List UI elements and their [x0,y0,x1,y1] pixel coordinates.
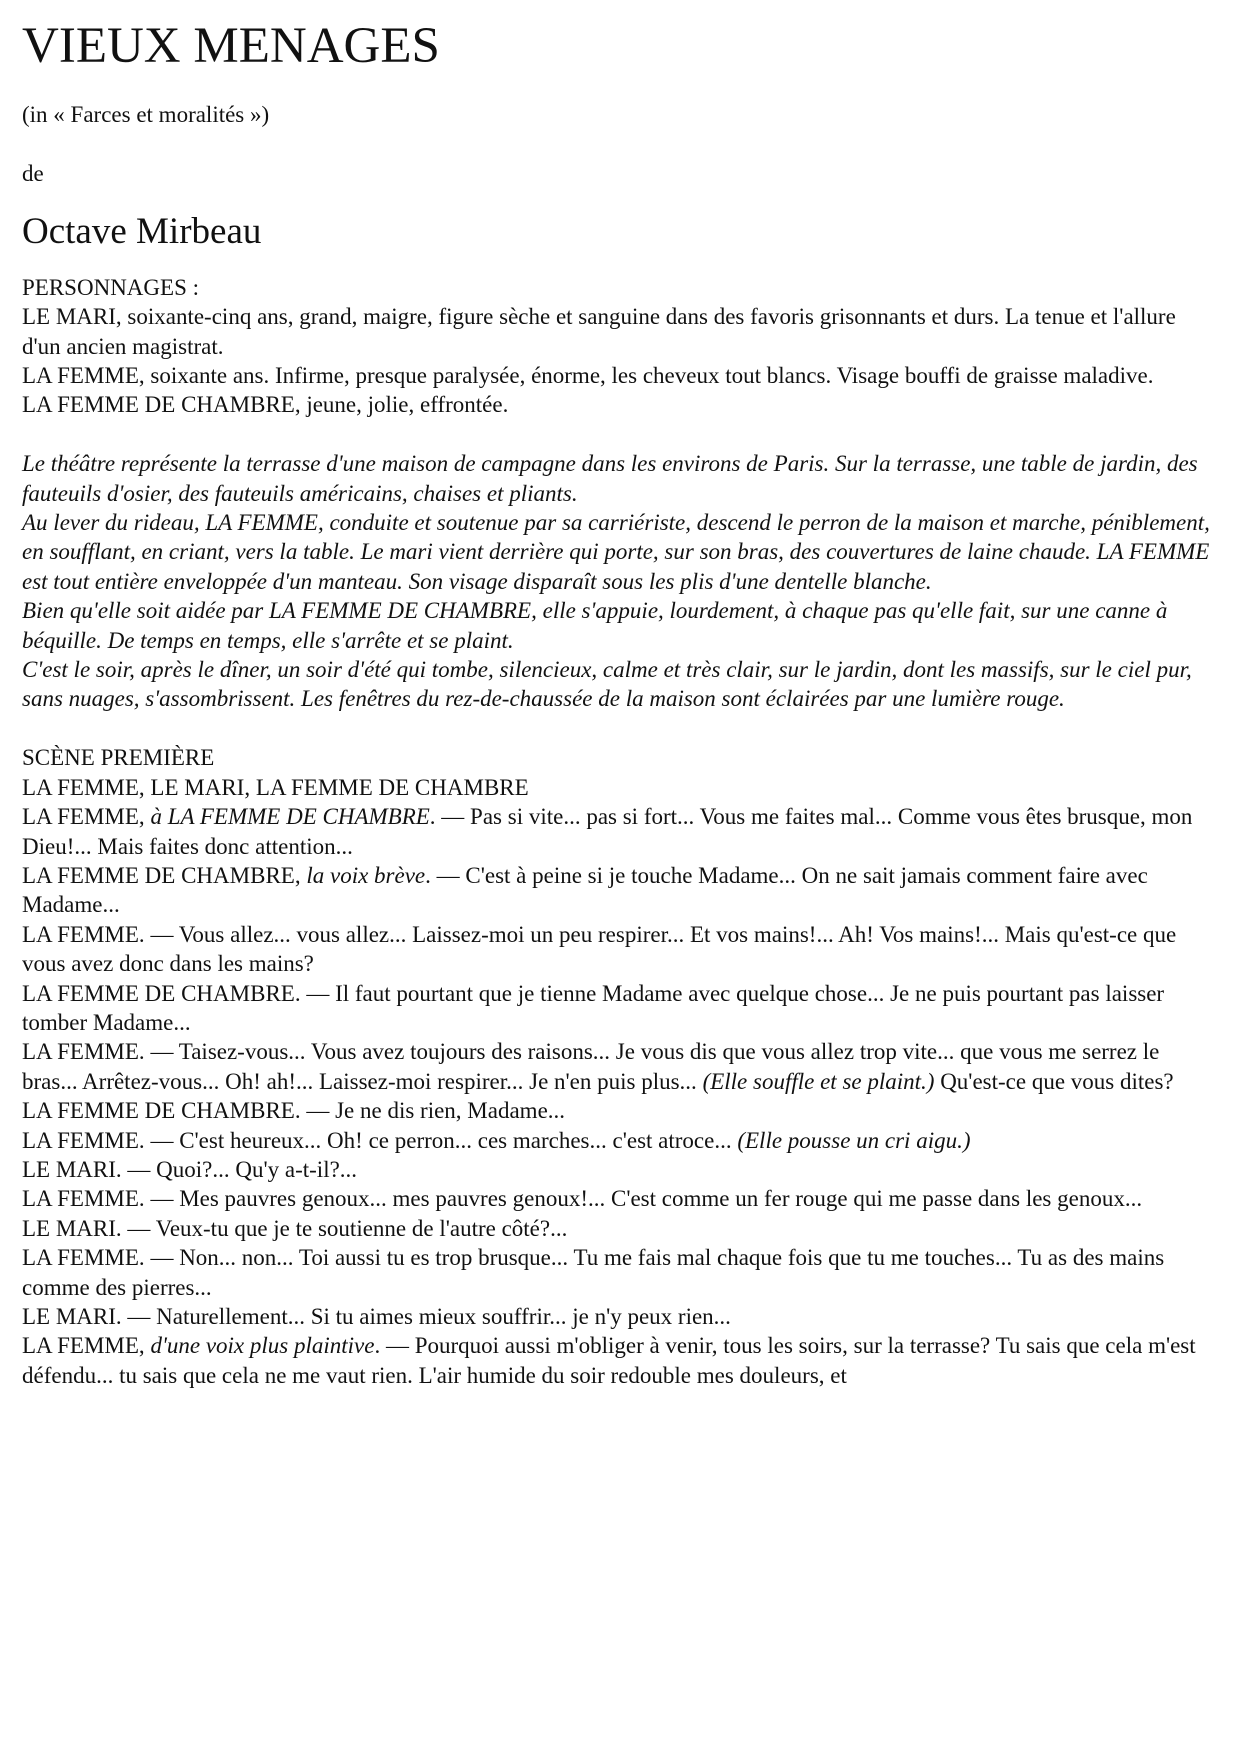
stage-direction-inline: d'une voix plus plaintive [144,1333,375,1359]
dialogue-line [22,979,1218,1038]
dialogue-line [22,1243,1218,1302]
play-body [22,273,1218,1390]
speech-text: — C'est heureux... Oh! ce perron... ces marches... c'est atroce... [144,1127,738,1153]
speaker-name: LA FEMME. [22,1245,145,1271]
document-title: VIEUX MENAGES [22,18,440,74]
speech-text: — Il faut pourtant que je tienne Madame avec quelque chose... Je ne puis pourtant pas laisser tomber Madame... [22,980,1165,1035]
dialogue-line [22,1331,1218,1390]
speech-text: — Veux-tu que je te soutienne de l'autre côté?... [121,1215,568,1241]
speech-text: . — Pas si vite... pas si fort... Vous me faites mal... Comme vous êtes brusque, mon Dieu!... Mais faites donc attention... [22,804,1193,859]
stage-direction: Au lever du rideau, LA FEMME, conduite et soutenue par sa carriériste, descend le perron de la maison et marche, péniblement, en soufflant, en criant, vers la table. Le mari vient derrière qui porte, sur son bras, des couvertures de laine chaude. LA FEMME est tout entière enveloppée d'un manteau. Son visage disparaît sous les plis d'une dentelle blanche. [22,510,1210,594]
speech-text: — Je ne dis rien, Madame... [300,1098,566,1124]
speaker-name: LE MARI. [22,1156,122,1182]
speaker-name: LA FEMME DE CHAMBRE. [22,980,301,1006]
personnages-heading: PERSONNAGES : [22,274,200,300]
dialogue-line [22,861,1218,920]
speaker-name: LA FEMME, [22,804,145,830]
dialogue-line [22,1126,1218,1155]
stage-direction-inline: (Elle souffle et se plaint.) [702,1068,935,1094]
spacer [22,714,1218,743]
dialogue-line [22,1155,1218,1184]
stage-direction-inline: (Elle pousse un cri aigu.) [737,1127,971,1153]
author-name: Octave Mirbeau [22,210,262,252]
speaker-name: LA FEMME. [22,1039,145,1065]
speaker-name: LE MARI. [22,1304,122,1329]
speech-text: — Vous allez... vous allez... Laissez-moi un peu respirer... Et vos mains!... Ah! Vos mains!... Mais qu'est-ce que vous avez donc dans les mains? [22,921,1177,977]
dialogue-line [22,1184,1218,1213]
speaker-name: LA FEMME. [22,1127,145,1153]
speaker-name: LA FEMME. [22,921,145,947]
stage-direction-inline: la voix brève [300,862,426,888]
spacer [22,420,1218,449]
dialogue-line [22,1096,1218,1125]
speech-text: — Taisez-vous... Vous avez toujours des raisons... Je vous dis que vous allez trop vite... que vous me serrez le bras... Arrêtez-vous... Oh! ah!... Laissez-moi respirer... Je n'en puis plus... [22,1039,1160,1094]
speaker-name: LA FEMME DE CHAMBRE, [22,862,301,888]
speaker-name: LA FEMME. [22,1186,145,1212]
speech-text: . — C'est à peine si je touche Madame... On ne sait jamais comment faire avec Madame... [22,862,1148,918]
scene-characters: LA FEMME, LE MARI, LA FEMME DE CHAMBRE [22,774,529,800]
speech-text: — Mes pauvres genoux... mes pauvres genoux!... C'est comme un fer rouge qui me passe dans les genoux... [144,1186,1143,1212]
stage-direction: C'est le soir, après le dîner, un soir d'été qui tombe, silencieux, calme et très clair, sur le jardin, dont les massifs, sur le ciel pur, sans nuages, s'assombrissent. Les fenêtres du rez-de-chaussée de la maison sont éclairées par une lumière rouge. [22,657,1192,712]
character-la-femme: LA FEMME, soixante ans. Infirme, presque paralysée, énorme, les cheveux tout blancs. Visage bouffi de graisse maladive. [22,363,1154,389]
stage-direction: Bien qu'elle soit aidée par LA FEMME DE CHAMBRE, elle s'appuie, lourdement, à chaque pas qu'elle fait, sur une canne à béquille. De temps en temps, elle s'arrête et se plaint. [22,598,1168,653]
speaker-name: LE MARI. [22,1215,122,1241]
speech-text: — Non... non... Toi aussi tu es trop brusque... Tu me fais mal chaque fois que tu me touches... Tu as des mains comme des pierres... [22,1245,1165,1300]
speech-text: — Naturellement... Si tu aimes mieux souffrir... je n'y peux rien... [121,1304,731,1329]
dialogue-line [22,1037,1218,1096]
stage-direction: Le théâtre représente la terrasse d'une maison de campagne dans les environs de Paris. Sur la terrasse, une table de jardin, des fauteuils d'osier, des fauteuils américains, chaises et pliants. [22,451,1198,506]
dialogue-line [22,1214,1218,1243]
speaker-name: LA FEMME, [22,1333,145,1359]
speaker-name: LA FEMME DE CHAMBRE. [22,1098,301,1124]
dialogue [22,802,1218,1390]
character-le-mari: LE MARI, soixante-cinq ans, grand, maigre, figure sèche et sanguine dans des favoris grisonnants et durs. La tenue et l'allure d'un ancien magistrat. [22,304,1176,359]
scene-heading: SCÈNE PREMIÈRE [22,745,215,771]
speech-text: — Quoi?... Qu'y a-t-il?... [121,1156,358,1182]
speech-text: Qu'est-ce que vous dites? [934,1068,1174,1094]
dialogue-line [22,802,1218,861]
dialogue-line [22,1302,1218,1331]
byline-de: de [22,161,44,187]
stage-direction-inline: à LA FEMME DE CHAMBRE [144,804,430,830]
speech-text: . — Pourquoi aussi m'obliger à venir, tous les soirs, sur la terrasse? Tu sais que cela m'est défendu... tu sais que cela ne me vaut rien. L'air humide du soir redouble mes douleurs, et [22,1333,1196,1388]
dialogue-line [22,920,1218,979]
character-femme-de-chambre: LA FEMME DE CHAMBRE, jeune, jolie, effrontée. [22,392,509,418]
source-note: (in « Farces et moralités ») [22,102,270,127]
